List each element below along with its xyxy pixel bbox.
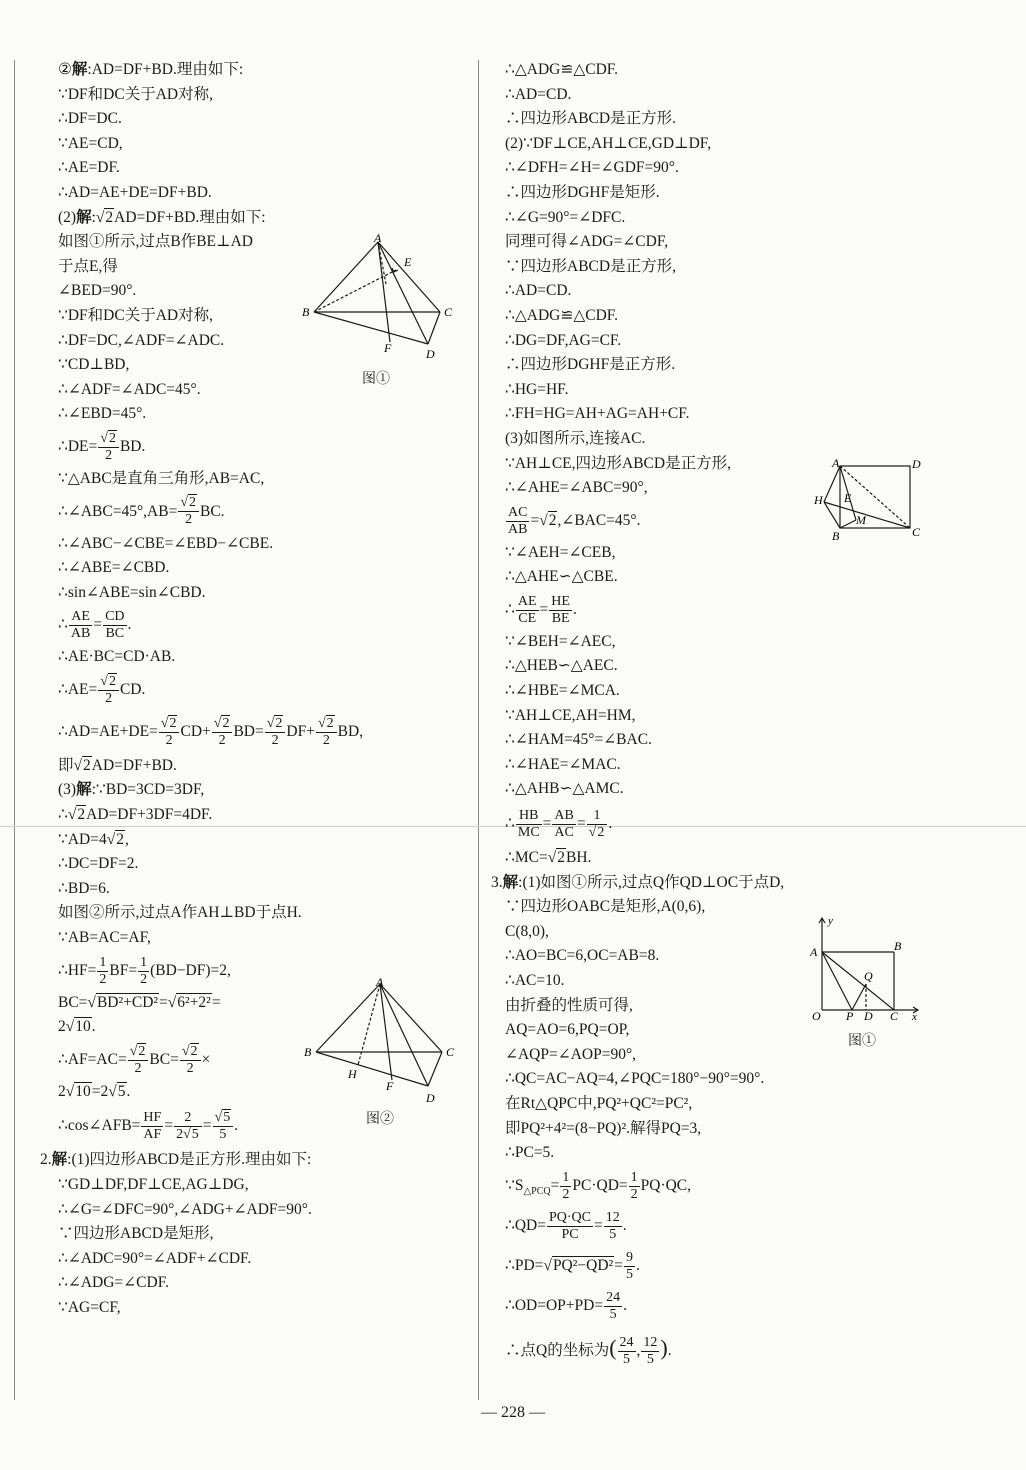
text-line: ∴∠ADG=∠CDF. bbox=[58, 1274, 169, 1292]
text-line: 由折叠的性质可得, bbox=[505, 996, 633, 1014]
text-line: ∴ $\frac{AE}{CE}$ = $\frac{HE}{BE}$ . bbox=[505, 593, 577, 626]
text-line: ∴∠G=90°=∠DFC. bbox=[505, 208, 626, 226]
text-line: ∴√2AD=DF+3DF=4DF. bbox=[58, 806, 213, 824]
text-line: ∵四边形OABC是矩形,A(0,6), bbox=[505, 898, 706, 916]
text-line: ∵AB=AC=AF, bbox=[58, 929, 151, 947]
text-line: ∴OD=OP+PD= $\frac{24}{5}$ . bbox=[505, 1289, 627, 1322]
fig3-label-y: y bbox=[828, 915, 833, 927]
text-line: ∠AQP=∠AOP=90°, bbox=[505, 1045, 637, 1063]
fig1-label-F: F bbox=[384, 341, 392, 355]
text-line: ∵∠BEH=∠AEC, bbox=[505, 632, 616, 650]
text-line: ∴△ADG≌△CDF. bbox=[505, 306, 619, 324]
right-column bbox=[491, 58, 945, 1370]
text-line: ∴ $\frac{HB}{MC}$ = $\frac{AB}{AC}$ = $\frac{1}{√2}$ . bbox=[505, 807, 613, 840]
text-line: ∴DC=DF=2. bbox=[58, 855, 139, 873]
figure-1-caption: 图① bbox=[362, 372, 390, 387]
fig3-label-Q: Q bbox=[864, 969, 873, 983]
text-line: ∴∠EBD=45°. bbox=[58, 405, 147, 423]
text-line: ②解:AD=DF+BD.理由如下: bbox=[58, 61, 244, 78]
text-line: ∵AG=CF, bbox=[58, 1298, 121, 1316]
text-line: ∴△AHE∽△CBE. bbox=[505, 568, 618, 586]
text-line: ∴PD=√PQ²−QD²= $\frac{9}{5}$ . bbox=[505, 1249, 640, 1282]
text-line: ∵AH⊥CE,AH=HM, bbox=[505, 706, 636, 724]
text-line: ∴点Q的坐标为( $\frac{24}{5}$ , $\frac{12}{5}$ ). bbox=[505, 1334, 672, 1367]
text-line: ∴AD=CD. bbox=[505, 85, 572, 103]
text-line: (3)如图所示,连接AC. bbox=[505, 429, 646, 447]
text-line: ∴AC=10. bbox=[505, 972, 565, 989]
text-line: 如图①所示,过点B作BE⊥AD bbox=[58, 233, 253, 251]
text-line: (2)∵DF⊥CE,AH⊥CE,GD⊥DF, bbox=[505, 134, 712, 152]
text-line: ∵GD⊥DF,DF⊥CE,AG⊥DG, bbox=[58, 1176, 249, 1193]
text-line: ∴cos∠AFB= $\frac{HF}{AF}$ = $\frac{2}{2√5}$ = $\frac{√5}{5}$ . bbox=[58, 1110, 239, 1143]
text-line: ∴HF= $\frac{1}{2}$ BF= $\frac{1}{2}$ (BD−DF)=2, bbox=[58, 954, 231, 987]
text-line: ∴AE=DF. bbox=[58, 159, 120, 177]
text-line: 2√10. bbox=[58, 1018, 96, 1036]
text-line: ∴∠ABC−∠CBE=∠EBD−∠CBE. bbox=[58, 534, 274, 552]
text-line: ∴AO=BC=6,OC=AB=8. bbox=[505, 947, 660, 965]
text-line: ∠BED=90°. bbox=[58, 282, 137, 300]
fig3-label-A: A bbox=[810, 945, 818, 959]
text-line: ∴ $\frac{AE}{AB}$ = $\frac{CD}{BC}$ . bbox=[58, 609, 132, 642]
text-line: ∴AD=CD. bbox=[505, 282, 572, 300]
fig1-label-D: D bbox=[426, 347, 435, 361]
text-line: ∴△AHB∽△AMC. bbox=[505, 780, 624, 798]
text-line: ∵四边形ABCD是矩形, bbox=[58, 1225, 214, 1243]
text-line: ∵AD=4√2, bbox=[58, 830, 129, 848]
fig1-label-B: B bbox=[302, 305, 310, 319]
text-line: ∴DE= $\frac{√2}{2}$ BD. bbox=[58, 430, 146, 463]
text-line: ∴AE·BC=CD·AB. bbox=[58, 648, 176, 666]
text-line: ∴BD=6. bbox=[58, 879, 110, 897]
figure-2-triangle bbox=[300, 976, 470, 1110]
text-line: ∴∠ADF=∠ADC=45°. bbox=[58, 380, 201, 398]
text-line: 2√10=2√5. bbox=[58, 1082, 131, 1100]
fig3-label-x: x bbox=[912, 1011, 917, 1023]
text-line: ∴MC=√2BH. bbox=[505, 849, 592, 867]
sq-label-D: D bbox=[912, 457, 921, 471]
text-line: ∵∠AEH=∠CEB, bbox=[505, 543, 616, 561]
text-line: BC=√BD²+CD²=√6²+2²= bbox=[58, 993, 221, 1011]
text-line: ∴∠HBE=∠MCA. bbox=[505, 682, 620, 700]
text-line: 即PQ²+4²=(8−PQ)².解得PQ=3, bbox=[505, 1119, 702, 1137]
text-line: 即√2AD=DF+BD. bbox=[58, 756, 177, 774]
text-line: (2)解:√2AD=DF+BD.理由如下: bbox=[58, 208, 266, 226]
text-line: 如图②所示,过点A作AH⊥BD于点H. bbox=[58, 904, 302, 922]
text-line: ∴DG=DF,AG=CF. bbox=[505, 331, 622, 349]
text-line: ∴∠AHE=∠ABC=90°, bbox=[505, 479, 648, 497]
text-line: 同理可得∠ADG=∠CDF, bbox=[505, 233, 669, 251]
text-line: 在Rt△QPC中,PQ²+QC²=PC², bbox=[505, 1094, 693, 1112]
sq-label-H: H bbox=[814, 493, 823, 507]
text-line: ∵DF和DC关于AD对称, bbox=[58, 85, 213, 103]
fig2-label-C: C bbox=[446, 1045, 455, 1059]
fig2-label-A: A bbox=[376, 976, 384, 989]
text-line: ∴∠G=∠DFC=90°,∠ADG+∠ADF=90°. bbox=[58, 1200, 312, 1218]
text-line: ∴AF=AC= $\frac{√2}{2}$ BC= $\frac{√2}{2}$ × bbox=[58, 1043, 211, 1076]
text-line: $\because S_{\triangle PCQ}=$ $\frac{1}{2}$ PC·QD= $\frac{1}{2}$ PQ·QC, bbox=[505, 1169, 692, 1202]
text-line: ∵DF和DC关于AD对称, bbox=[58, 306, 213, 324]
fig1-label-C: C bbox=[444, 305, 453, 319]
page-number: — 228 — bbox=[481, 1404, 545, 1421]
fig1-label-A: A bbox=[374, 232, 382, 245]
column-divider bbox=[478, 60, 479, 1400]
sq-label-B: B bbox=[832, 529, 840, 543]
fig2-label-D: D bbox=[426, 1091, 435, 1105]
text-line: ∴∠HAE=∠MAC. bbox=[505, 755, 621, 773]
text-line: 3.解:(1)如图①所示,过点Q作QD⊥OC于点D, bbox=[491, 873, 785, 891]
text-line: 2.解:(1)四边形ABCD是正方形.理由如下: bbox=[40, 1151, 312, 1169]
sq-label-M: M bbox=[856, 513, 866, 527]
fig2-label-F: F bbox=[386, 1079, 394, 1093]
text-line: ∴PC=5. bbox=[505, 1144, 555, 1162]
text-line: ∴∠DFH=∠H=∠GDF=90°. bbox=[505, 159, 679, 177]
text-line: ∴△HEB∽△AEC. bbox=[505, 657, 618, 675]
text-line: ∴AD=AE+DE= $\frac{√2}{2}$ CD+ $\frac{√2}{2}$ BD= $\frac{√2}{2}$ DF+ $\frac{√2}{2}$ BD, bbox=[58, 715, 364, 748]
sq-label-C: C bbox=[912, 525, 921, 539]
text-line: ∵△ABC是直角三角形,AB=AC, bbox=[58, 469, 265, 487]
text-line: AQ=AO=6,PQ=OP, bbox=[505, 1021, 630, 1039]
text-line: ∴DF=DC. bbox=[58, 110, 122, 128]
fig3-label-P: P bbox=[846, 1009, 854, 1023]
text-line: ∴△ADG≌△CDF. bbox=[505, 61, 619, 78]
text-line: ∴AD=AE+DE=DF+BD. bbox=[58, 183, 212, 201]
text-line: ∵CD⊥BD, bbox=[58, 356, 130, 374]
fig3-label-B: B bbox=[894, 939, 902, 953]
text-line: ∴FH=HG=AH+AG=AH+CF. bbox=[505, 405, 690, 423]
left-margin-rule bbox=[14, 60, 15, 1400]
text-line: 于点E,得 bbox=[58, 257, 118, 275]
fig3-label-D: D bbox=[864, 1009, 873, 1023]
text-line: ∴sin∠ABE=sin∠CBD. bbox=[58, 583, 206, 601]
text-line: ∴DF=DC,∠ADF=∠ADC. bbox=[58, 331, 225, 349]
figure-2-caption: 图② bbox=[366, 1112, 394, 1127]
fig3-label-O: O bbox=[812, 1009, 821, 1023]
text-line: ∴QC=AC−AQ=4,∠PQC=180°−90°=90°. bbox=[505, 1070, 765, 1088]
text-line: ∵四边形ABCD是正方形, bbox=[505, 257, 676, 275]
text-line: ∴HG=HF. bbox=[505, 380, 569, 398]
figure-3-caption: 图① bbox=[848, 1034, 876, 1049]
text-line: ∴QD= $\frac{PQ\cdot QC}{PC}$ = $\frac{12}{5}$ . bbox=[505, 1209, 627, 1242]
text-line: ∴四边形DGHF是正方形. bbox=[505, 356, 676, 374]
fig1-label-E: E bbox=[404, 255, 412, 269]
text-line: ∴AE= $\frac{√2}{2}$ CD. bbox=[58, 673, 146, 706]
figure-3-coordinate bbox=[808, 912, 928, 1024]
text-line: C(8,0), bbox=[505, 922, 549, 940]
figure-square bbox=[812, 456, 928, 544]
text-line: (3)解:∵BD=3CD=3DF, bbox=[58, 781, 205, 799]
text-line: ∵AH⊥CE,四边形ABCD是正方形, bbox=[505, 454, 731, 472]
text-line: ∴四边形DGHF是矩形. bbox=[505, 183, 660, 201]
figure-1-triangle bbox=[300, 232, 470, 372]
fig2-label-B: B bbox=[304, 1045, 312, 1059]
text-line: ∵AE=CD, bbox=[58, 134, 123, 152]
text-line: ∴∠HAM=45°=∠BAC. bbox=[505, 731, 652, 749]
text-line: $\frac{AC}{AB}$ =√2,∠BAC=45°. bbox=[508, 504, 641, 537]
text-line: ∴四边形ABCD是正方形. bbox=[505, 110, 676, 128]
sq-label-E: E bbox=[844, 491, 852, 505]
sq-label-A: A bbox=[832, 456, 840, 470]
fig3-label-C: C bbox=[890, 1009, 899, 1023]
text-line: ∴∠ABC=45°,AB= $\frac{√2}{2}$ BC. bbox=[58, 495, 225, 528]
text-line: ∴∠ADC=90°=∠ADF+∠CDF. bbox=[58, 1249, 252, 1267]
text-line: ∴∠ABE=∠CBD. bbox=[58, 559, 170, 577]
fig2-label-H: H bbox=[348, 1067, 357, 1081]
